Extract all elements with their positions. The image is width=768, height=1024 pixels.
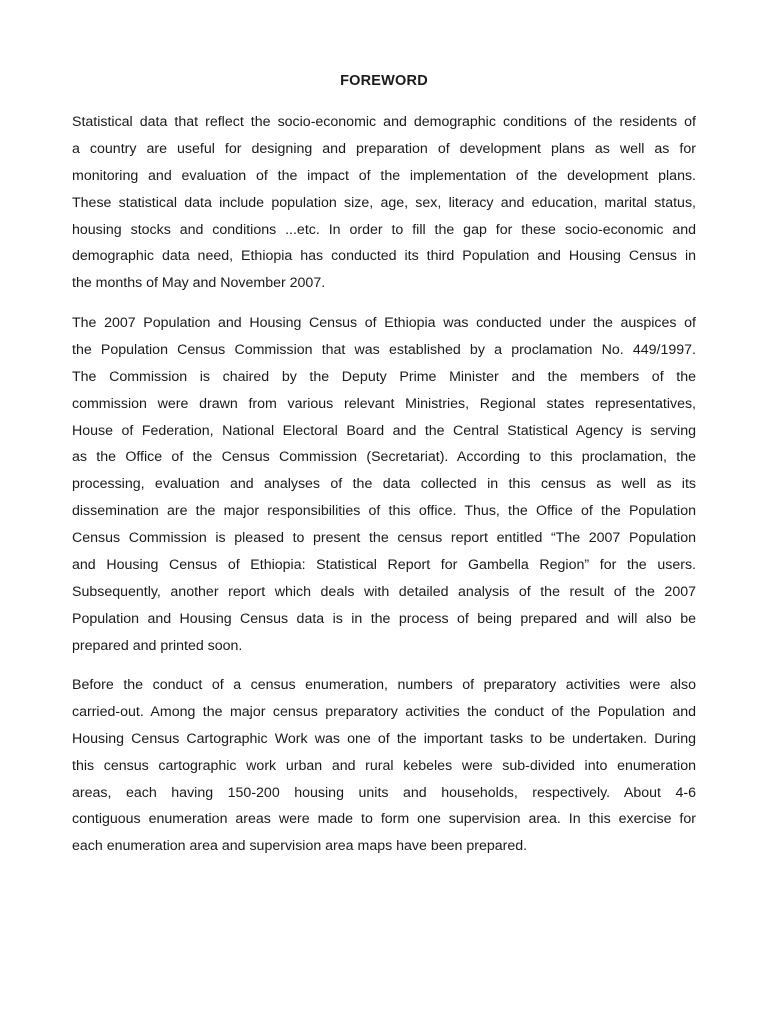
paragraph-line: processing, evaluation and analyses of the data collected in this census as well as its (72, 476, 696, 493)
paragraph-2 (72, 310, 696, 660)
paragraph-line: this census cartographic work urban and rural kebeles were sub-divided into enumeration (72, 757, 696, 774)
paragraph-line: Census Commission is pleased to present the census report entitled “The 2007 Population (72, 530, 696, 547)
paragraph-line: The Commission is chaired by the Deputy Prime Minister and the members of the (72, 368, 696, 385)
paragraph-line: demographic data need, Ethiopia has conducted its third Population and Housing Census in (72, 248, 696, 265)
paragraph-line: contiguous enumeration areas were made to form one supervision area. In this exercise for (72, 811, 696, 828)
paragraph-line: and Housing Census of Ethiopia: Statistical Report for Gambella Region” for the users. (72, 557, 696, 574)
paragraph-line: carried-out. Among the major census preparatory activities the conduct of the Population and (72, 703, 696, 720)
paragraph-line: The 2007 Population and Housing Census of Ethiopia was conducted under the auspices of (72, 315, 696, 331)
paragraph-line: the Population Census Commission that was established by a proclamation No. 449/1997. (72, 341, 696, 358)
paragraph-line: Statistical data that reflect the socio-economic and demographic conditions of the residents of (72, 114, 696, 130)
paragraph-line: House of Federation, National Electoral Board and the Central Statistical Agency is serving (72, 422, 696, 439)
paragraph-line: each enumeration area and supervision area maps have been prepared. (72, 838, 528, 855)
paragraph-line: dissemination are the major responsibilities of this office. Thus, the Office of the Population (72, 503, 696, 520)
paragraph-line: the months of May and November 2007. (72, 275, 326, 292)
paragraph-line: Population and Housing Census data is in the process of being prepared and will also be (72, 610, 696, 627)
paragraph-line: monitoring and evaluation of the impact of the implementation of the development plans. (72, 167, 696, 184)
paragraph-1 (72, 109, 696, 297)
paragraph-line: These statistical data include population size, age, sex, literacy and education, marital status, (72, 194, 696, 211)
paragraph-line: commission were drawn from various relevant Ministries, Regional states representatives, (72, 395, 696, 412)
paragraph-line: housing stocks and conditions ...etc. In order to fill the gap for these socio-economic and (72, 221, 696, 238)
paragraph-line: areas, each having 150-200 housing units and households, respectively. About 4-6 (72, 784, 696, 801)
paragraph-line: Before the conduct of a census enumeration, numbers of preparatory activities were also (72, 677, 696, 693)
paragraph-line: prepared and printed soon. (72, 637, 243, 654)
paragraph-line: as the Office of the Census Commission (Secretariat). According to this proclamation, the (72, 449, 696, 466)
page-title: FOREWORD (340, 73, 428, 89)
paragraph-line: a country are useful for designing and preparation of development plans as well as for (72, 140, 696, 157)
paragraph-3 (72, 672, 696, 860)
paragraph-line: Housing Census Cartographic Work was one of the important tasks to be undertaken. During (72, 730, 696, 747)
paragraph-line: Subsequently, another report which deals with detailed analysis of the result of the 2007 (72, 583, 696, 600)
